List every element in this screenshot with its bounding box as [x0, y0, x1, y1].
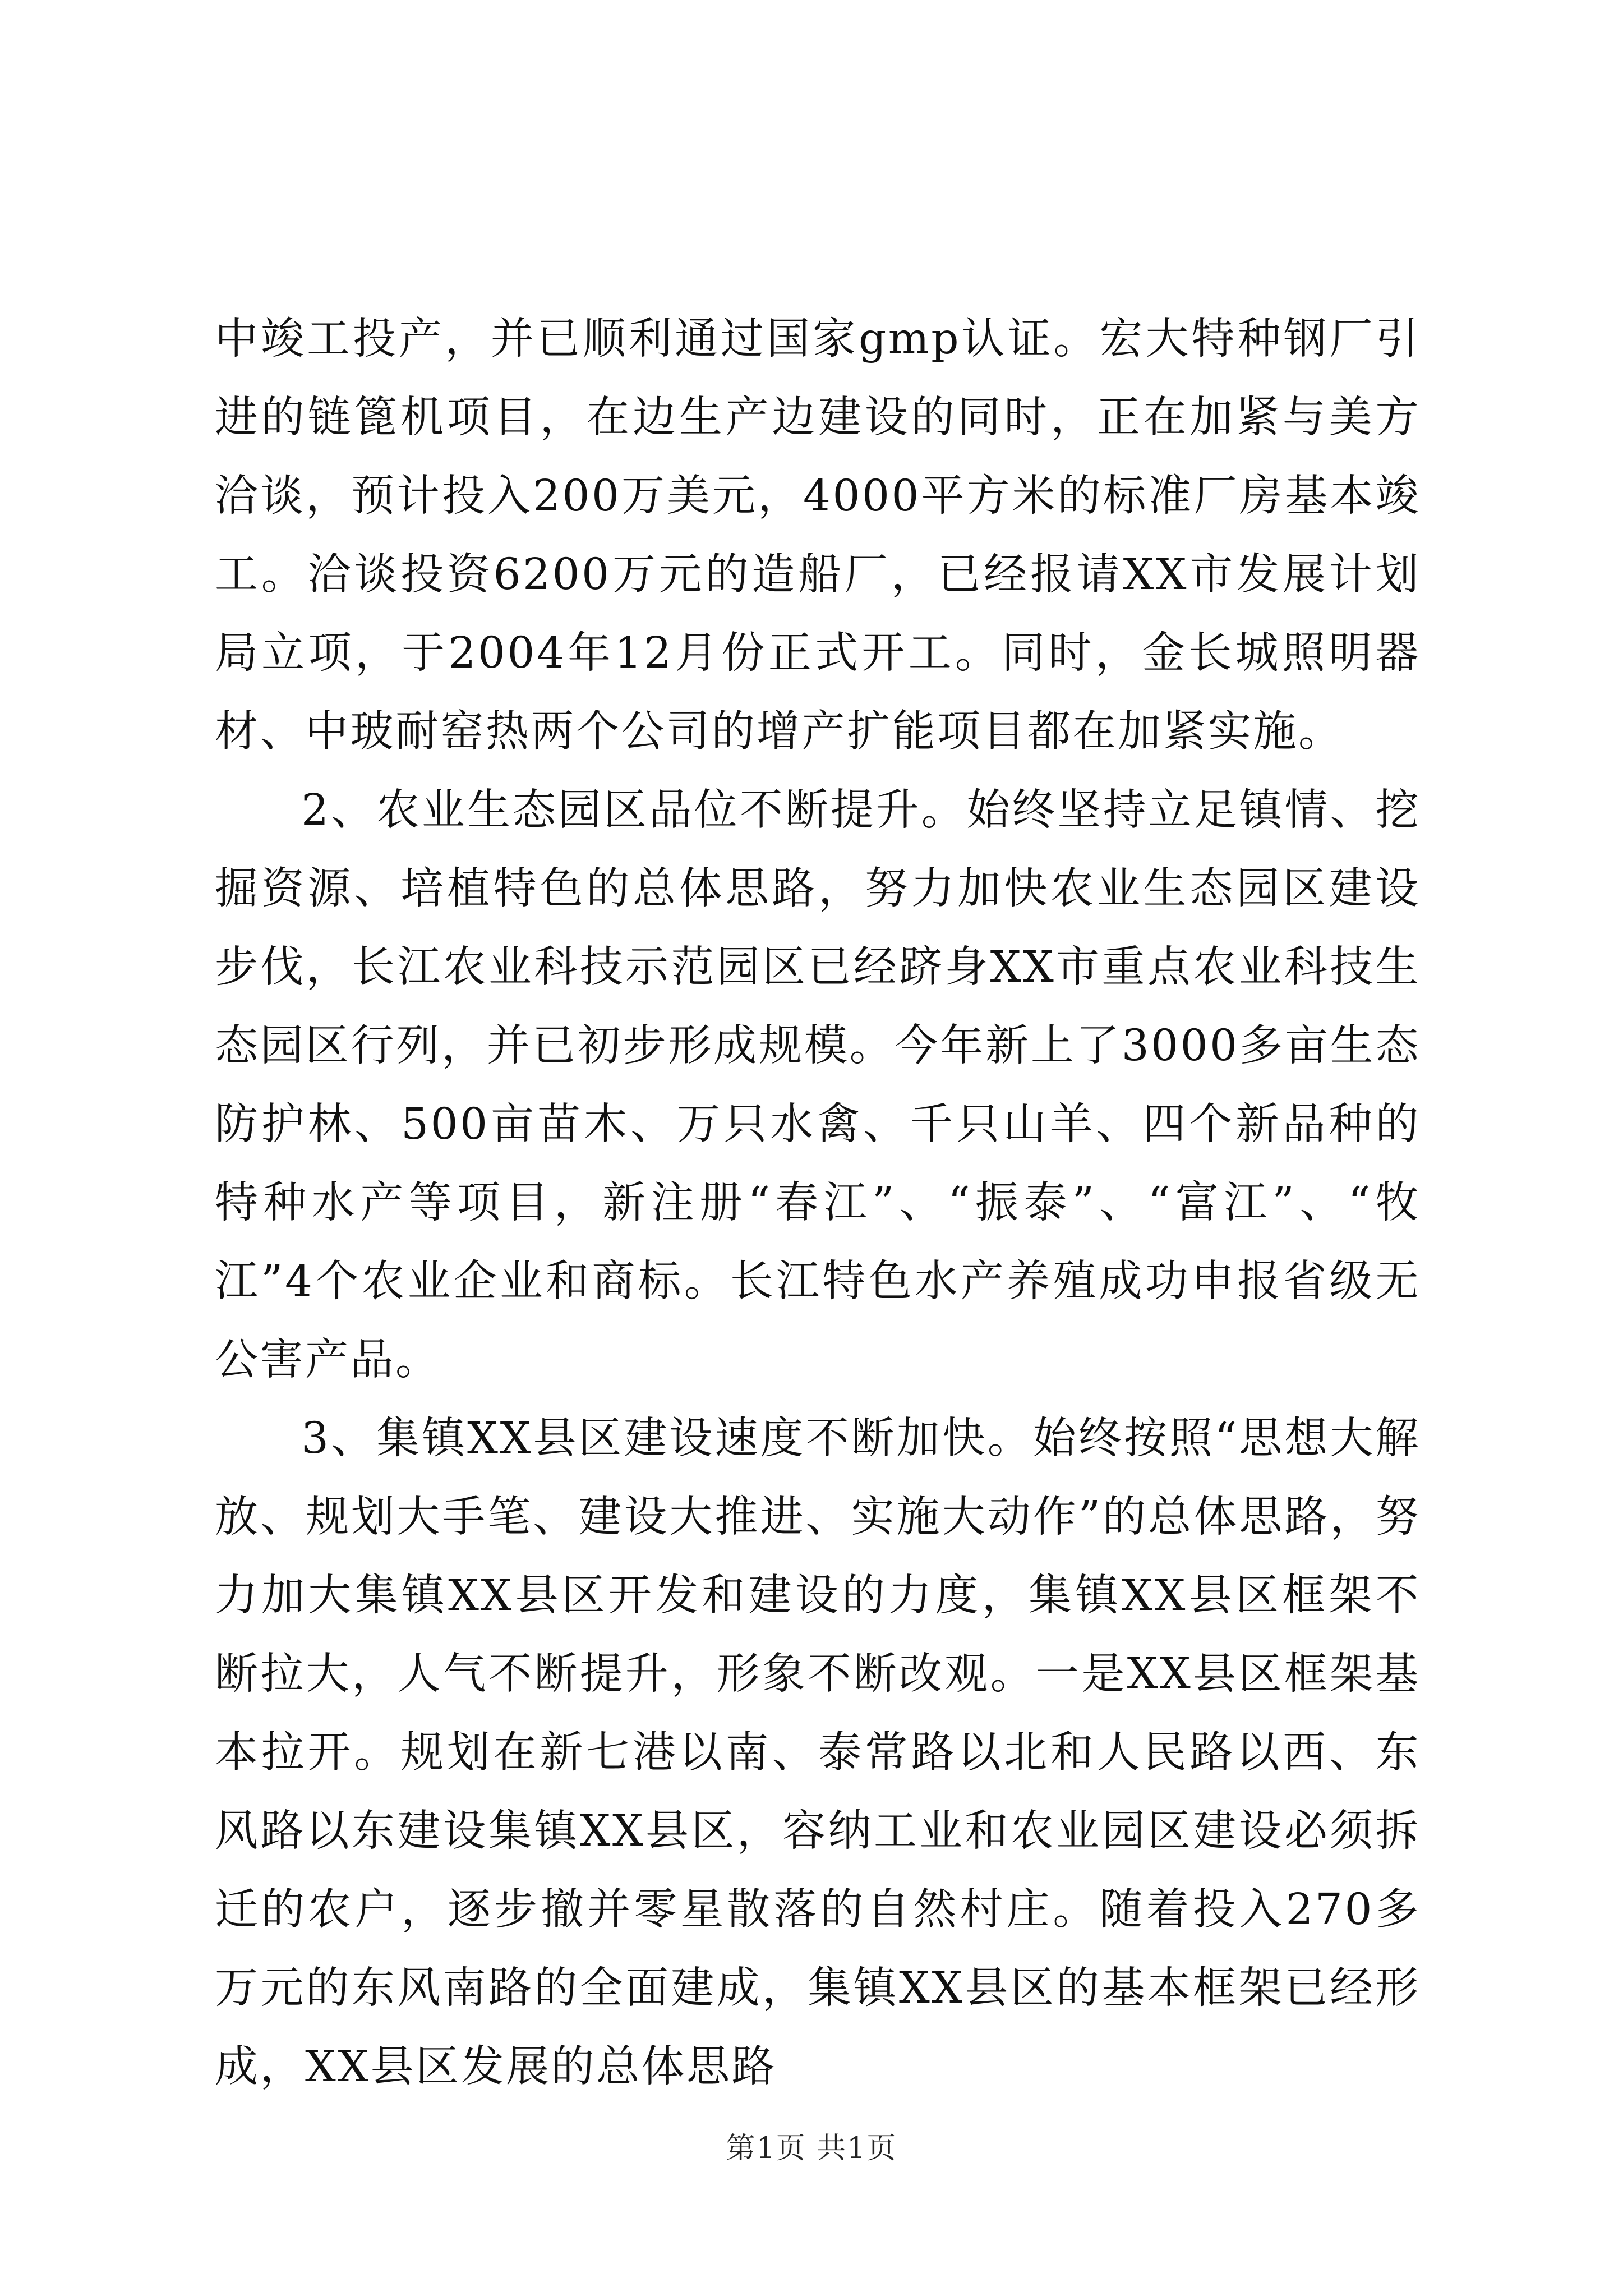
document-body — [215, 300, 1421, 2106]
paragraph-agriculture-park: 2、农业生态园区品位不断提升。始终坚持立足镇情、挖掘资源、培植特色的总体思路，努力加快农业生态园区建设步伐，长江农业科技示范园区已经跻身XX市重点农业科技生态园区行列，并已初步形成规模。今年新上了3000多亩生态防护林、500亩苗木、万只水禽、千只山羊、四个新品种的特种水产等项目，新注册“春江”、“振泰”、“富江”、“牧江”4个农业企业和商标。长江特色水产养殖成功申报省级无公害产品。 — [215, 785, 1421, 1385]
paragraph-continuation: 中竣工投产，并已顺利通过国家gmp认证。宏大特种钢厂引进的链篦机项目，在边生产边建设的同时，正在加紧与美方洽谈，预计投入200万美元，4000平方米的标准厂房基本竣工。洽谈投资6200万元的造船厂，已经报请XX市发展计划局立项，于2004年12月份正式开工。同时，金长城照明器材、中玻耐窑热两个公司的增产扩能项目都在加紧实施。 — [215, 314, 1421, 757]
paragraph-town-construction: 3、集镇XX县区建设速度不断加快。始终按照“思想大解放、规划大手笔、建设大推进、实施大动作”的总体思路，努力加大集镇XX县区开发和建设的力度，集镇XX县区框架不断拉大，人气不断提升，形象不断改观。一是XX县区框架基本拉开。规划在新七港以南、泰常路以北和人民路以西、东风路以东建设集镇XX县区，容纳工业和农业园区建设必须拆迁的农户，逐步撤并零星散落的自然村庄。随着投入270多万元的东风南路的全面建成，集镇XX县区的基本框架已经形成，XX县区发展的总体思路 — [215, 1414, 1421, 2092]
page-footer: 第1页 共1页 — [726, 2132, 897, 2165]
